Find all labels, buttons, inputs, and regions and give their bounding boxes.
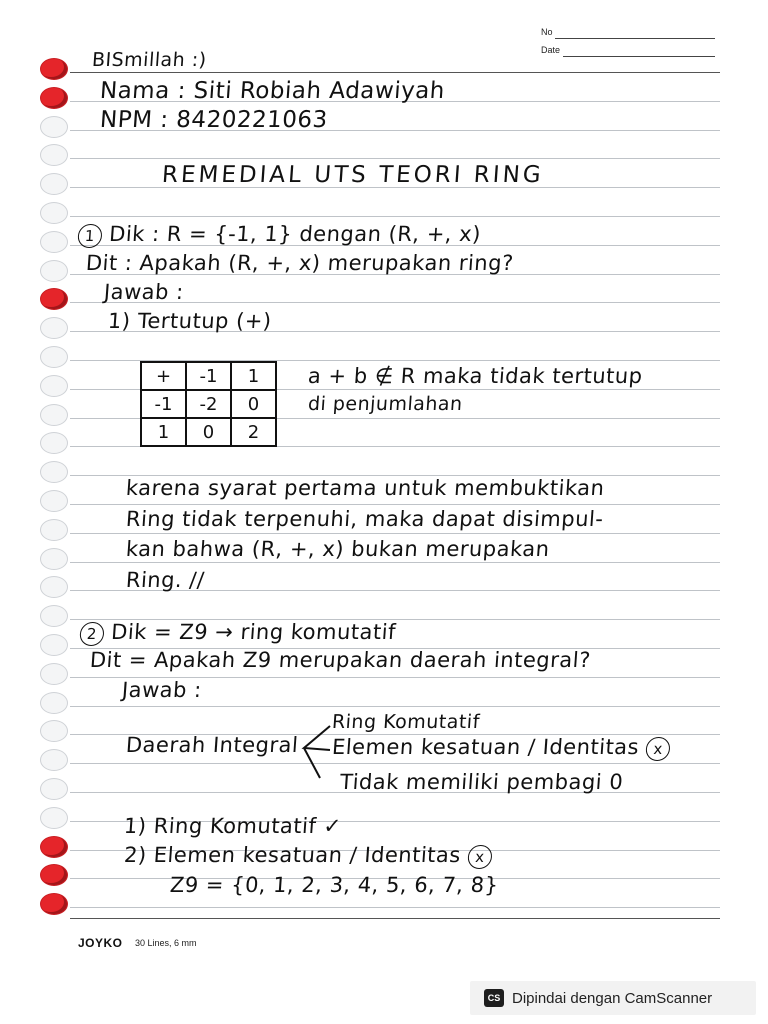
table-cell: -2 [186,390,231,418]
binder-hole [40,749,68,771]
binder-hole [40,346,68,368]
camscanner-icon: CS [484,989,504,1007]
q2-integral-condition-3: Tidak memiliki pembagi 0 [339,770,625,794]
q2-set: Z9 = {0, 1, 2, 3, 4, 5, 6, 7, 8} [169,873,500,897]
binder-hole [40,807,68,829]
ruled-line [70,562,720,563]
bottom-rule [70,918,720,919]
table-cell: 1 [231,362,276,390]
table-row [141,390,276,418]
table-row [141,362,276,390]
table-cell: + [141,362,186,390]
binder-hole [40,87,68,109]
q1-step1: 1) Tertutup (+) [107,309,273,333]
ruled-line [70,504,720,505]
binder-hole [40,173,68,195]
ruled-line [70,158,720,159]
circled-x-mark-2: x [467,845,493,869]
q1-conclusion-1: karena syarat pertama untuk membuktikan [125,476,606,500]
binder-hole [40,231,68,253]
table-row [141,418,276,446]
binder-hole [40,58,68,80]
binder-hole [40,144,68,166]
q1-conclusion-3: kan bahwa (R, +, x) bukan merupakan [125,537,551,561]
q1-dik: 1 Dik : R = {-1, 1} dengan (R, +, x) [77,222,482,248]
q2-integral-condition-2: Elemen kesatuan / Identitas x [331,735,671,761]
binder-hole [40,404,68,426]
binder-hole [40,634,68,656]
binder-hole [40,548,68,570]
q2-dit: Dit = Apakah Z9 merupakan daerah integral? [89,648,592,672]
binder-hole [40,720,68,742]
q1-number: 1 [77,224,103,248]
binder-hole [40,663,68,685]
brand-spec: 30 Lines, 6 mm [135,938,197,948]
date-line [563,56,715,57]
q2-integral-condition-1: Ring Komutatif [331,711,481,733]
ruled-line [70,907,720,908]
date-label: Date [541,45,561,55]
q1-note1: a + b ∉ R maka tidak tertutup [307,364,644,388]
table-cell: 2 [231,418,276,446]
q2-jawab: Jawab : [121,678,203,702]
binder-hole [40,317,68,339]
binder-hole [40,836,68,858]
exam-title: REMEDIAL UTS TEORI RING [161,162,545,188]
q2-step1: 1) Ring Komutatif ✓ [123,814,343,838]
table-cell: -1 [141,390,186,418]
binder-hole [40,576,68,598]
camscanner-watermark [470,981,756,1015]
ruled-line [70,216,720,217]
q1-note2: di penjumlahan [307,393,464,415]
q2-integral-label: Daerah Integral [125,733,300,757]
addition-table [140,361,277,447]
binder-hole [40,864,68,886]
binder-hole [40,202,68,224]
circled-x-mark: x [645,737,671,761]
brace-icon [298,722,332,782]
q2-number: 2 [79,622,105,646]
table-cell: 0 [231,390,276,418]
camscanner-text: Dipindai dengan CamScanner [512,989,713,1007]
binder-hole [40,461,68,483]
q1-conclusion-4: Ring. // [125,568,206,592]
binder-hole [40,490,68,512]
q2-step2: 2) Elemen kesatuan / Identitas x [123,843,493,869]
table-cell: 1 [141,418,186,446]
binder-hole [40,260,68,282]
binder-hole [40,893,68,915]
no-label: No [541,27,553,37]
q1-dit: Dit : Apakah (R, +, x) merupakan ring? [85,251,515,275]
no-line [555,38,715,39]
ruled-line [70,763,720,764]
ruled-line [70,533,720,534]
binder-hole [40,116,68,138]
q2-dik: 2 Dik = Z9 → ring komutatif [79,620,397,646]
binder-hole [40,778,68,800]
table-cell: 0 [186,418,231,446]
binder-hole [40,432,68,454]
binder-hole [40,375,68,397]
binder-hole [40,288,68,310]
brand-logo: JOYKO [78,936,123,950]
bismillah-line: BISmillah :) [91,49,208,71]
binder-hole [40,605,68,627]
npm-line: NPM : 8420221063 [99,107,329,133]
q1-jawab: Jawab : [103,280,185,304]
ruled-line [70,706,720,707]
table-cell: -1 [186,362,231,390]
binder-hole [40,519,68,541]
q1-conclusion-2: Ring tidak terpenuhi, maka dapat disimpul- [125,507,605,531]
binder-hole [40,692,68,714]
name-line: Nama : Siti Robiah Adawiyah [99,78,446,104]
